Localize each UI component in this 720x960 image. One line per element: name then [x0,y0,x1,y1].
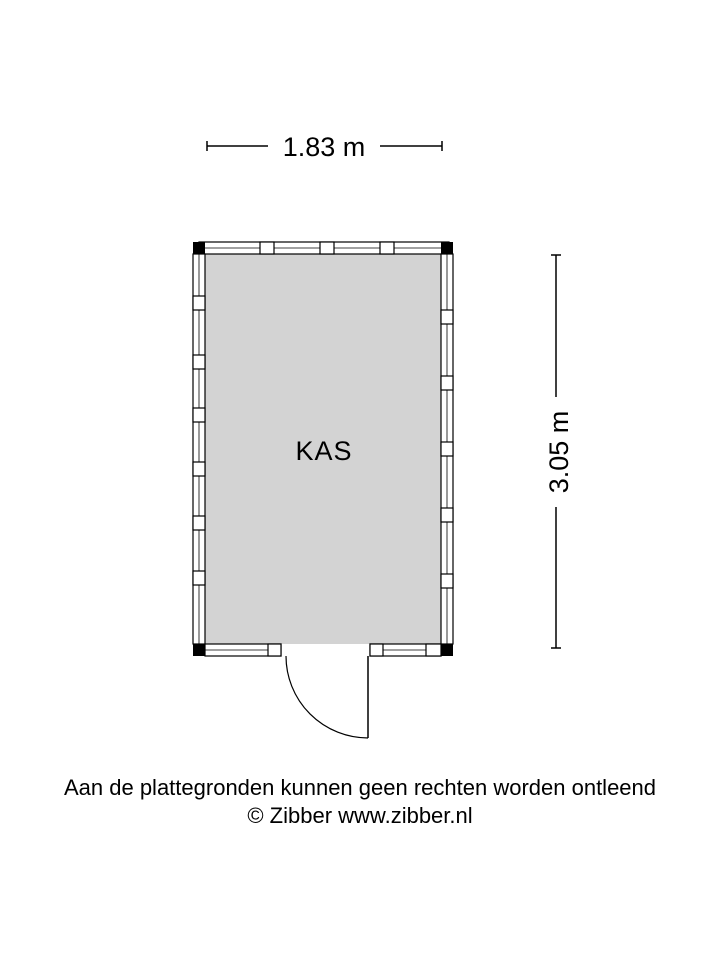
wall-post [268,644,281,656]
wall-bottom [205,644,441,656]
wall-post [193,355,205,369]
wall-post [441,574,453,588]
wall-post [260,242,274,254]
wall-post [380,242,394,254]
height-dimension [544,255,574,648]
wall-post [193,571,205,585]
wall-post [441,442,453,456]
wall-post [193,462,205,476]
wall-post [426,644,441,656]
wall-right [441,254,453,644]
door [286,656,368,738]
disclaimer-text: Aan de plattegronden kunnen geen rechten worden ontleend [63,775,657,800]
wall-post [441,508,453,522]
wall-post [193,516,205,530]
wall-post [370,644,383,656]
wall-post [441,376,453,390]
width-dimension [207,132,442,162]
wall-post [441,310,453,324]
corner-post-bottom-left [193,644,205,656]
room-label: KAS [295,436,353,466]
wall-top [199,242,449,254]
width-dimension-label: 1.83 m [282,132,366,162]
wall-left [193,254,205,644]
wall-post [320,242,334,254]
wall-post [193,296,205,310]
door-swing-arc [286,656,368,738]
corner-post-bottom-right [441,644,453,656]
copyright-text: © Zibber www.zibber.nl [247,803,473,828]
corner-post-top-left [193,242,205,254]
wall-post [193,408,205,422]
height-dimension-label: 3.05 m [544,410,574,494]
corner-post-top-right [441,242,453,254]
